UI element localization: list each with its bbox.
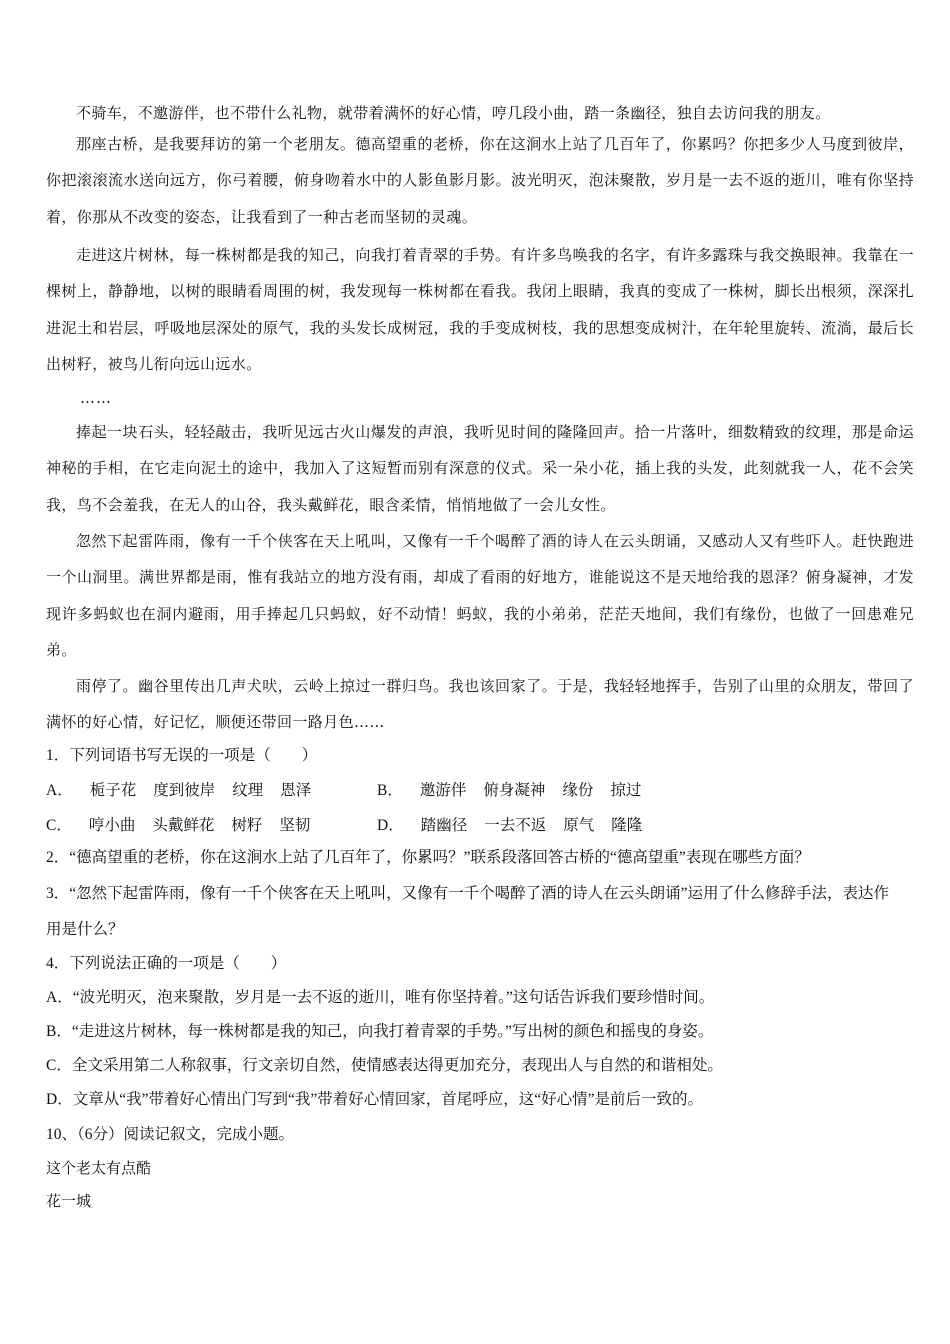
paragraph-2: 那座古桥，是我要拜访的第一个老朋友。德高望重的老桥，你在这涧水上站了几百年了，你累吗？你把多少人马度到彼岸，你把滚滚流水送向远方，你弓着腰，俯身吻着水中的人影鱼影月影。波光明灭，泡沫聚散，岁月是一去不返的逝川，唯有你坚持着，你那从不改变的姿态，让我看到了一种古老而坚韧的灵魂。 (46, 135, 914, 226)
option-a: A． 栀子花 度到彼岸 纹理 恩泽 (46, 782, 312, 799)
question-4-option-b: B．“走进这片树林，每一株树都是我的知己，向我打着青翠的手势。”写出树的颜色和摇曳的身姿。 (46, 1023, 714, 1040)
ellipsis: …… (80, 389, 112, 407)
section-10-heading: 10、（6分）阅读记叙文，完成小题。 (46, 1126, 295, 1143)
question-4-option-d: D．文章从“我”带着好心情出门写到“我”带着好心情回家，首尾呼应，这“好心情”是前后一致的。 (46, 1091, 703, 1108)
paragraph-1: 不骑车，不邀游伴，也不带什么礼物，就带着满怀的好心情，哼几段小曲，踏一条幽径，独自去访问我的朋友。 (76, 104, 831, 122)
question-1-options-row-2 (46, 808, 914, 843)
question-4-option-c: C．全文采用第二人称叙事，行文亲切自然，使情感表达得更加充分，表现出人与自然的和谐相处。 (46, 1057, 723, 1074)
article-title: 这个老太有点酷 (46, 1159, 152, 1177)
paragraph-6: 雨停了。幽谷里传出几声犬吠，云岭上掠过一群归鸟。我也该回家了。于是，我轻轻地挥手，告别了山里的众朋友，带回了满怀的好心情，好记忆，顺便还带回一路月色…… (46, 677, 914, 732)
option-d: D． 踏幽径 一去不返 原气 隆隆 (377, 817, 643, 834)
question-1-options-row-1 (46, 773, 914, 808)
option-c: C． 哼小曲 头戴鲜花 树籽 坚韧 (46, 817, 311, 834)
option-b: B． 邀游伴 俯身凝神 缘份 掠过 (377, 782, 642, 799)
paragraph-3: 走进这片树林，每一株树都是我的知己，向我打着青翠的手势。有许多鸟唤我的名字，有许多露珠与我交换眼神。我靠在一棵树上，静静地，以树的眼睛看周围的树，我发现每一株树都在看我。我闭上眼睛，我真的变成了一株树，脚长出根须，深深扎进泥土和岩层，呼吸地层深处的原气，我的头发长成树冠，我的手变成树枝，我的思想变成树汁，在年轮里旋转、流淌，最后长出树籽，被鸟儿衔向远山远水。 (46, 246, 914, 373)
question-4-option-a: A．“波光明灭，泡来聚散，岁月是一去不返的逝川，唯有你坚持着。”这句话告诉我们要珍惜时间。 (46, 989, 715, 1006)
question-3: 3．“忽然下起雷阵雨，像有一千个侠客在天上吼叫，又像有一千个喝醉了酒的诗人在云头朗诵”运用了什么修辞手法，表达作用是什么？ (46, 885, 890, 938)
article-author: 花一城 (46, 1192, 92, 1210)
question-1: 1．下列词语书写无误的一项是（ ） (46, 747, 318, 764)
paragraph-5: 忽然下起雷阵雨，像有一千个侠客在天上吼叫，又像有一千个喝醉了酒的诗人在云头朗诵，又感动人又有些吓人。赶快跑进一个山洞里。满世界都是雨，惟有我站立的地方没有雨，却成了看雨的好地方，谁能说这不是天地给我的恩泽？俯身凝神，才发现许多蚂蚁也在洞内避雨，用手捧起几只蚂蚁，好不动情！蚂蚁，我的小弟弟，茫茫天地间，我们有缘份，也做了一回患难兄弟。 (46, 532, 914, 659)
question-4: 4．下列说法正确的一项是（ ） (46, 955, 287, 972)
paragraph-4: 捧起一块石头，轻轻敲击，我听见远古火山爆发的声浪，我听见时间的隆隆回声。拾一片落叶，细数精致的纹理，那是命运神秘的手相，在它走向泥土的途中，我加入了这短暂而别有深意的仪式。采一朵小花，插上我的头发，此刻就我一人，花不会笑我，鸟不会羞我，在无人的山谷，我头戴鲜花，眼含柔情，悄悄地做了一会儿女性。 (46, 423, 914, 514)
question-2: 2．“德高望重的老桥，你在这涧水上站了几百年了，你累吗？”联系段落回答古桥的“德高望重”表现在哪些方面？ (46, 849, 810, 866)
